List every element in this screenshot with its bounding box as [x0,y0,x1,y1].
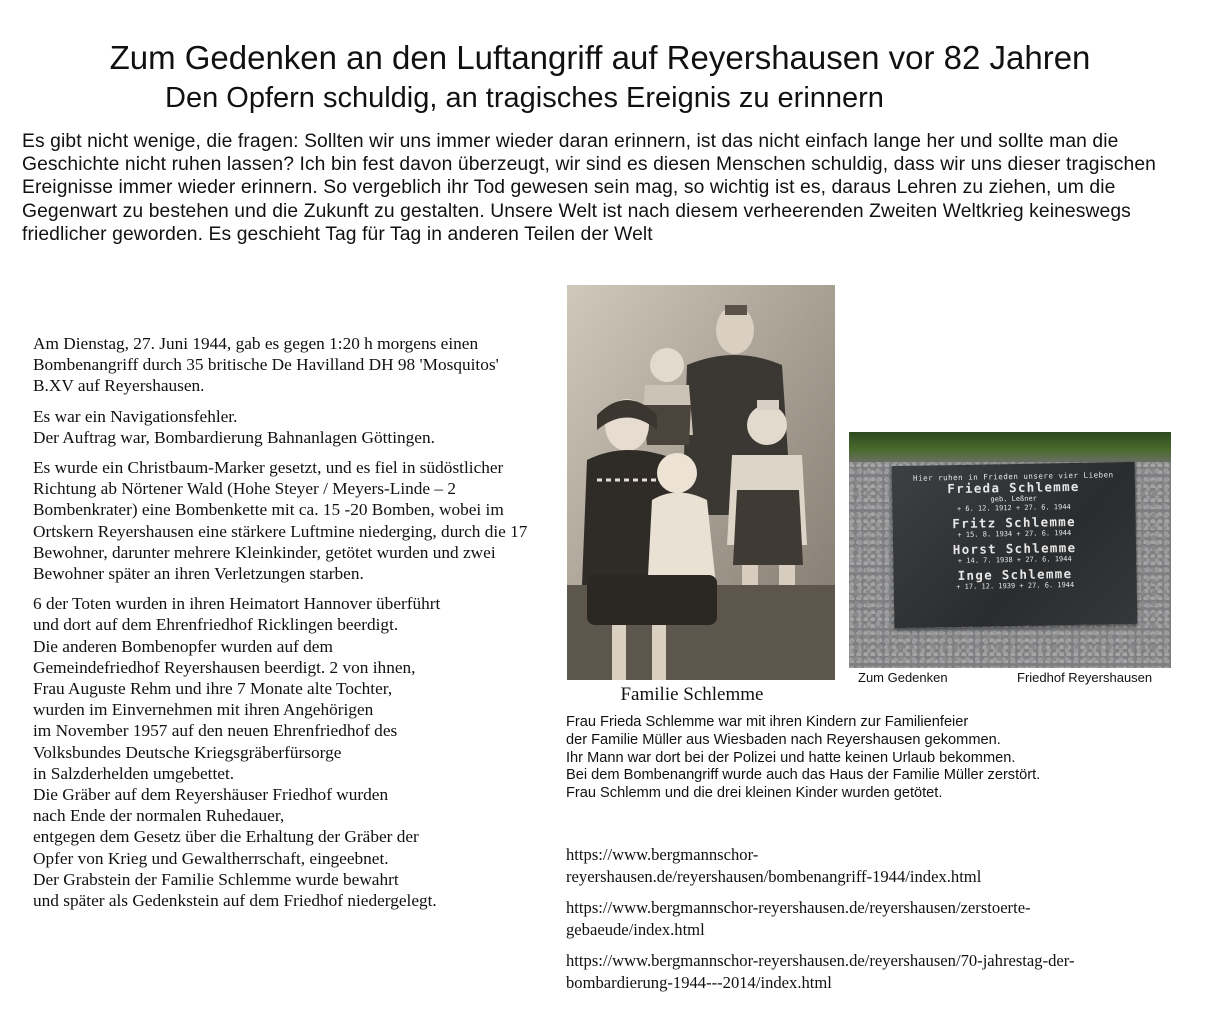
family-photo [567,285,835,680]
story-line: Bei dem Bombenangriff wurde auch das Haus der Familie Müller zerstört. [566,767,1041,784]
intro-text [22,130,1212,246]
family-photo-caption: Familie Schlemme [620,684,764,705]
family-photo-drawing [567,285,835,680]
family-story [566,714,1126,803]
gravestone-entry [893,540,1136,567]
paragraph-navigation-error: Es war ein Navigationsfehler. Der Auftrag war, Bombardierung Bahnanlagen Göttingen. [33,406,435,447]
grass-strip [849,432,1171,462]
story-line: Frau Schlemm und die drei kleinen Kinder wurden getötet. [566,785,943,802]
paragraph-attack: Am Dienstag, 27. Juni 1944, gab es gegen 1:20 h morgens einen Bombenangriff durch 35 britische De Havilland DH 98 'Mosquitos' B.XV auf Reyershausen. [33,334,499,396]
gravestone-name: Horst Schlemme [952,539,1077,558]
paragraph-bombing: Es wurde ein Christbaum-Marker gesetzt, und es fiel in südöstlicher Richtung ab Nörtener Wald (Hohe Steyer / Meyers-Linde – 2 Bombenkrater) eine Bombenkette mit ca. 15 -20 Bomben, wobei im Ortskern Reyershausen eine stärkere Luftmine niederging, durch die 17 Bewohner, darunter mehrere Kleinkinder, getötet wurden und zwei Bewohner später an ihren Verletzungen starben. [33,458,528,584]
gravestone [892,462,1138,628]
article-body [33,333,533,911]
source-link-70-jahrestag[interactable]: https://www.bergmannschor-reyershausen.de/reyershausen/70-jahrestag-der- bombardierung-1944---2014/index.html [566,951,1075,992]
gravestone-dates: + 17. 12. 1939 + 27. 6. 1944 [956,580,1075,592]
gravestone-photo [849,432,1171,668]
gravestone-name: Fritz Schlemme [952,513,1077,532]
source-links [566,844,1186,993]
gravestone-dates: + 14. 7. 1938 + 27. 6. 1944 [957,555,1072,565]
paragraph-burials: 6 der Toten wurden in ihren Heimatort Hannover überführt und dort auf dem Ehrenfriedhof Ricklingen beerdigt. Die anderen Bombenopfer wurden auf dem Gemeindefriedhof Reyershausen beerdigt. 2 von ihnen, Frau Auguste Rehm und ihre 7 Monate alte Tochter, wurden im Einvernehmen mit ihren Angehörigen im November 1957 auf den neuen Ehrenfriedhof des Volksbundes Deutsche Kriegsgräberfürsorge in Salzderhelden umgebettet. Die Gräber auf dem Reyershäuser Friedhof wurden nach Ende der normalen Ruhedauer, entgegen dem Gesetz über die Erhaltung der Gräber der Opfer von Krieg und Gewaltherrschaft, eingeebnet. Der Grabstein der Familie Schlemme wurde bewahrt und später als Gedenkstein auf dem Friedhof niedergelegt. [33,594,441,911]
gravestone-caption-left: Zum Gedenken [858,670,948,685]
gravestone-entry [893,566,1136,593]
gravestone-dates: + 6. 12. 1912 + 27. 6. 1944 [956,503,1071,513]
source-link-zerstoerte-gebaeude[interactable]: https://www.bergmannschor-reyershausen.de/reyershausen/zerstoerte- gebaeude/index.html [566,898,1031,939]
source-link-bombenangriff[interactable]: https://www.bergmannschor- reyershausen.de/reyershausen/bombenangriff-1944/index.html [566,845,982,886]
gravestone-dates: + 15. 8. 1934 + 27. 6. 1944 [957,529,1072,539]
gravestone-maiden-name: geb. Leßner [990,494,1037,504]
page-subtitle: Den Opfern schuldig, an tragisches Ereignis zu erinnern [165,82,884,114]
story-line: Ihr Mann war dort bei der Polizei und hatte keinen Urlaub bekommen. [566,749,1016,766]
page-title: Zum Gedenken an den Luftangriff auf Reyershausen vor 82 Jahren [109,39,1091,76]
story-line: der Familie Müller aus Wiesbaden nach Reyershausen gekommen. [566,731,1001,748]
gravestone-name: Inge Schlemme [957,565,1073,583]
gravestone-caption-right: Friedhof Reyershausen [1017,670,1153,685]
gravestone-entry [893,514,1136,541]
intro-paragraph: Es gibt nicht wenige, die fragen: Sollten wir uns immer wieder daran erinnern, ist das nicht einfach lange her und sollte man die Geschichte nicht ruhen lassen? Ich bin fest davon überzeugt, wir sind es diesen Menschen schuldig, dass wir uns dieser tragischen Ereignisse immer wieder erinnern. So vergeblich ihr Tod gewesen sein mag, so wichtig ist es, daraus Lehren zu ziehen, um die Gegenwart zu bestehen und die Zukunft zu gestalten. Unsere Welt ist nach diesem verheerenden Zweiten Weltkrieg keineswegs friedlicher geworden. Es geschieht Tag für Tag in anderen Teilen der Welt [22,131,1156,245]
gravestone-name: Frieda Schlemme [947,478,1080,497]
gravestone-inscription-header: Hier ruhen in Frieden unsere vier Lieben [912,470,1114,483]
gravestone-entry [892,479,1136,515]
story-line: Frau Frieda Schlemme war mit ihren Kindern zur Familienfeier [566,714,969,730]
